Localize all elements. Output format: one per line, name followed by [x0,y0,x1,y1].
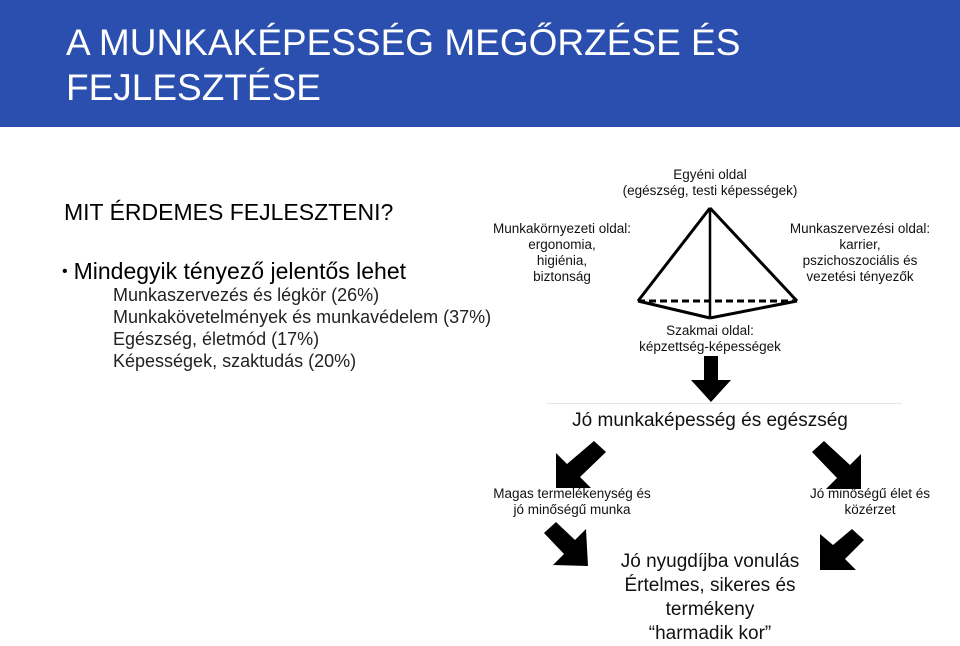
label-line: vezetési tényezők [806,269,914,284]
label-line: ergonomia, [528,237,596,252]
factor-item: Egészség, életmód (17%) [113,329,320,349]
label-line: Jó minőségű élet és [809,486,931,501]
final-line: Értelmes, sikeres és [624,575,796,596]
arrow-down-right-icon [812,441,861,489]
pyramid-icon [638,208,797,318]
label-line: Magas termelékenység és [493,486,651,501]
label-line: (egészség, testi képességek) [622,183,798,198]
bullet-dot-icon: • [62,263,68,280]
label-line: Egyéni oldal [673,167,747,182]
bullet-text: Mindegyik tényező jelentős lehet [73,258,407,284]
arrow-down-right-icon [544,522,588,566]
label-line: Munkakörnyezeti oldal: [492,221,632,236]
final-line: “harmadik kor” [648,623,772,644]
label-bottom [620,323,800,355]
slide-title: A MUNKAKÉPESSÉG MEGŐRZÉSE ÉS FEJLESZTÉSE [66,22,741,108]
label-right [776,221,944,285]
label-line: képzettség-képességek [639,339,781,354]
separator-line [547,403,902,404]
label-line: higiénia, [536,253,588,268]
factor-item: Képességek, szaktudás (20%) [113,351,357,371]
label-line: pszichoszociális és [802,253,918,268]
label-line: jó minőségű munka [513,502,631,517]
final-outcome [590,550,830,646]
outcome-left [482,486,662,518]
final-line: Jó nyugdíjba vonulás [620,551,800,572]
label-line: biztonság [533,269,591,284]
label-line: karrier, [839,237,881,252]
label-top [600,167,820,199]
label-left [472,221,652,285]
center-result: Jó munkaképesség és egészség [572,410,848,431]
outcome-right [792,486,948,518]
factor-item: Munkaszervezés és légkör (26%) [113,285,380,305]
down-arrow-icon [691,356,731,402]
label-line: Munkaszervezési oldal: [789,221,931,236]
slide-subtitle: MIT ÉRDEMES FEJLESZTENI? [64,199,394,225]
arrow-down-left-icon [556,441,606,488]
final-line: termékeny [665,599,755,620]
factor-item: Munkakövetelmények és munkavédelem (37%) [113,307,492,327]
label-line: Szakmai oldal: [666,323,754,338]
label-line: közérzet [844,502,896,517]
